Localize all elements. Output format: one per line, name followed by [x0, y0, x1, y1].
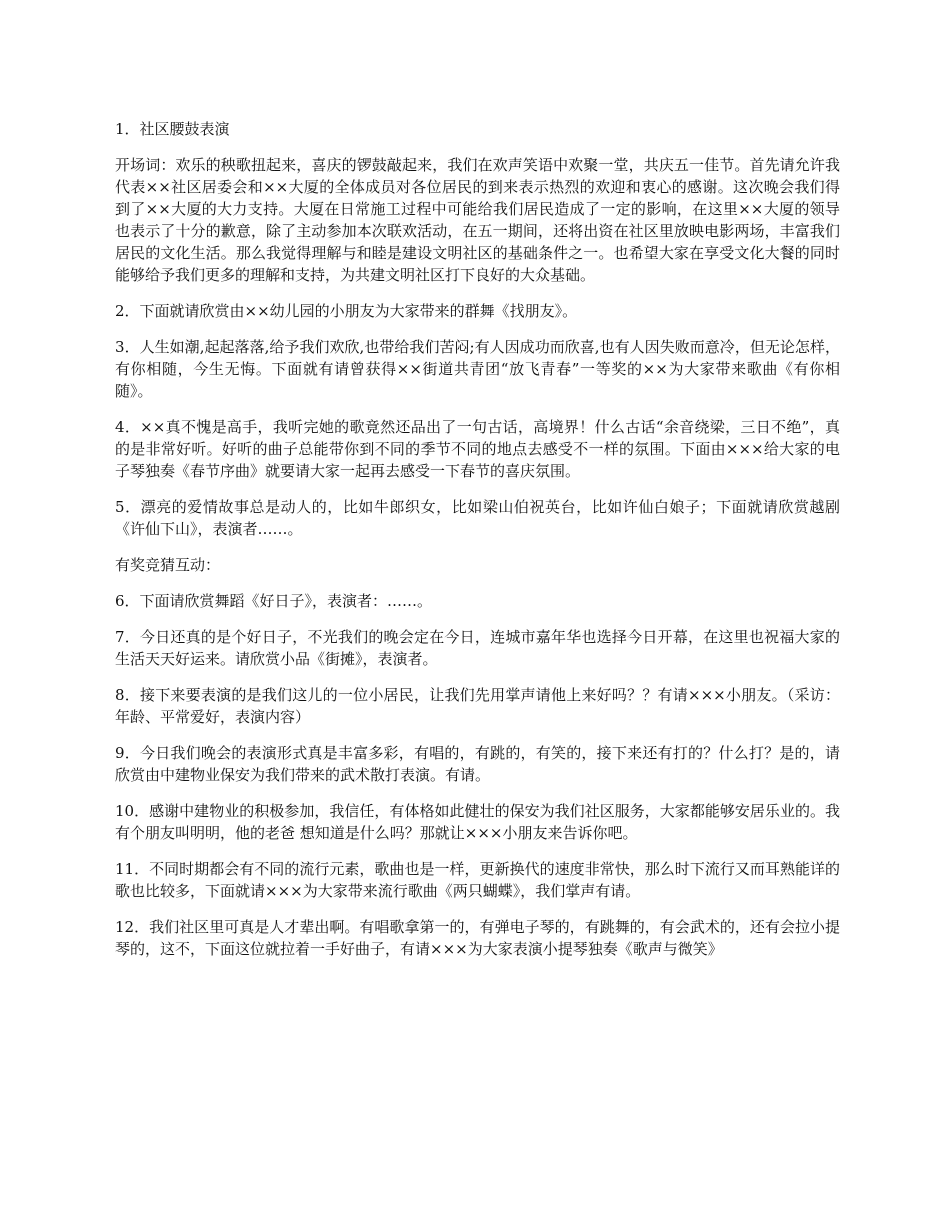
quiz-interaction-heading: 有奖竞猜互动：	[115, 556, 221, 574]
section-heading: 1．社区腰鼓表演	[115, 120, 230, 138]
document-page	[115, 118, 840, 974]
program-item-5: 5．漂亮的爱情故事总是动人的，比如牛郎织女，比如梁山伯祝英台，比如许仙白娘子；下面就请欣赏越剧《许仙下山》，表演者……。	[115, 498, 840, 538]
program-item-9: 9．今日我们晚会的表演形式真是丰富多彩，有唱的，有跳的，有笑的，接下来还有打的？什么打？是的，请欣赏由中建物业保安为我们带来的武术散打表演。有请。	[115, 744, 840, 784]
program-item-11: 11．不同时期都会有不同的流行元素，歌曲也是一样，更新换代的速度非常快，那么时下流行又而耳熟能详的歌也比较多，下面就请×××为大家带来流行歌曲《两只蝴蝶》，我们掌声有请。	[115, 860, 840, 900]
program-item-8: 8．接下来要表演的是我们这儿的一位小居民，让我们先用掌声请他上来好吗？？有请×××小朋友。（采访：年龄、平常爱好，表演内容）	[115, 686, 840, 726]
program-item-7: 7．今日还真的是个好日子，不光我们的晚会定在今日，连城市嘉年华也选择今日开幕，在这里也祝福大家的生活天天好运来。请欣赏小品《街摊》，表演者。	[115, 628, 840, 668]
program-item-3: 3．人生如潮,起起落落,给予我们欢欣,也带给我们苦闷;有人因成功而欣喜,也有人因失败而意冷，但无论怎样，有你相随，今生无悔。下面就有请曾获得××街道共青团“放飞青春”一等奖的××为大家带来歌曲《有你相随》。	[115, 338, 840, 400]
program-item-12: 12．我们社区里可真是人才辈出啊。有唱歌拿第一的，有弹电子琴的，有跳舞的，有会武术的，还有会拉小提琴的，这不，下面这位就拉着一手好曲子，有请×××为大家表演小提琴独奏《歌声与微笑》	[115, 918, 840, 958]
program-item-4: 4．××真不愧是高手，我听完她的歌竟然还品出了一句古话，高境界！什么古话“余音绕梁，三日不绝”，真的是非常好听。好听的曲子总能带你到不同的季节不同的地点去感受不一样的氛围。下面由×××给大家的电子琴独奏《春节序曲》就要请大家一起再去感受一下春节的喜庆氛围。	[115, 418, 840, 480]
opening-remarks: 开场词：欢乐的秧歌扭起来，喜庆的锣鼓敲起来，我们在欢声笑语中欢聚一堂，共庆五一佳节。首先请允许我代表××社区居委会和××大厦的全体成员对各位居民的到来表示热烈的欢迎和衷心的感谢。这次晚会我们得到了××大厦的大力支持。大厦在日常施工过程中可能给我们居民造成了一定的影响，在这里××大厦的领导也表示了十分的歉意，除了主动参加本次联欢活动，在五一期间，还将出资在社区里放映电影两场，丰富我们居民的文化生活。那么我觉得理解与和睦是建设文明社区的基础条件之一。也希望大家在享受文化大餐的同时能够给予我们更多的理解和支持，为共建文明社区打下良好的大众基础。	[115, 156, 840, 284]
program-item-2: 2．下面就请欣赏由××幼儿园的小朋友为大家带来的群舞《找朋友》。	[115, 302, 578, 320]
program-item-10: 10．感谢中建物业的积极参加，我信任，有体格如此健壮的保安为我们社区服务，大家都能够安居乐业的。我有个朋友叫明明，他的老爸 想知道是什么吗？那就让×××小朋友来告诉你吧。	[115, 802, 840, 842]
program-item-6: 6．下面请欣赏舞蹈《好日子》，表演者：……。	[115, 592, 433, 610]
